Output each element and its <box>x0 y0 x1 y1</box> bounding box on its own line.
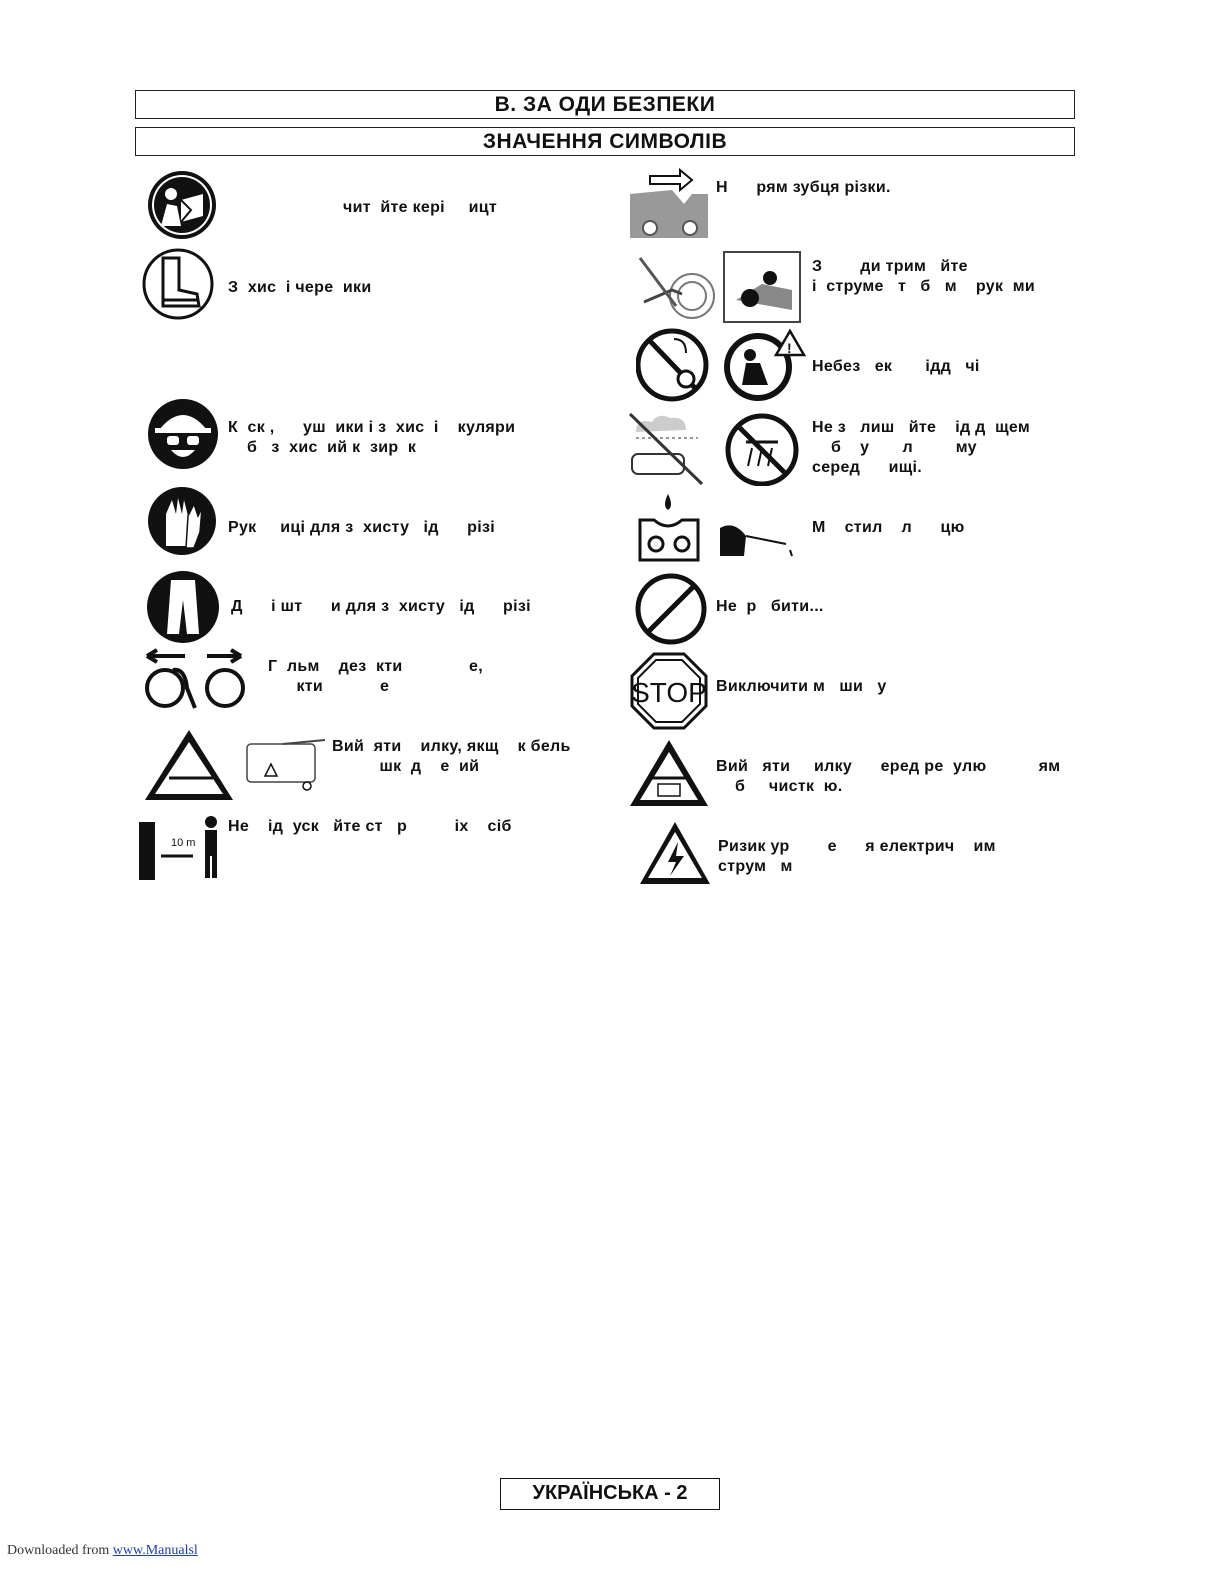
page-footer-label: УКРАЇНСЬКА - 2 <box>532 1482 688 1504</box>
stop-sign-icon <box>630 652 708 730</box>
symbol-trousers-label: Д і шт и для з хисту ід різі <box>231 598 531 615</box>
symbol-no-rain-label: Не з лиш йте ід д щем б у л му серед ищі. <box>812 419 1031 476</box>
section-title-box <box>135 90 1075 119</box>
symbol-bystanders-label: Не ід уск йте ст р іх сіб <box>228 818 512 835</box>
helmet-earmuffs-goggles-icon <box>147 398 219 470</box>
two-hands-icon <box>632 250 802 324</box>
svg-text:10 m: 10 m <box>171 837 196 849</box>
symbol-chain-direction-label: Н рям зубця різки. <box>716 179 891 196</box>
symbol-gloves-label: Рук иці для з хисту ід різі <box>228 519 496 536</box>
symbol-chain-brake-label: Г льм дез кти е, кти е <box>268 658 483 695</box>
section-title: B. ЗА ОДИ БЕЗПЕКИ <box>494 93 716 116</box>
chain-oil-icon <box>634 492 800 564</box>
symbol-electric-shock-label: Ризик ур е я електрич им струм м <box>718 838 996 875</box>
unplug-before-maintenance-icon <box>628 738 710 808</box>
symbol-kickback-label: Небез ек ідд чі <box>812 358 980 375</box>
prohibited-icon <box>634 572 708 646</box>
download-stamp <box>7 1543 198 1559</box>
symbol-read-manual-label: чит йте кері ицт <box>343 199 498 216</box>
symbol-unplug-label: Вий яти илку, якщ к бель шк д е ий <box>332 738 571 775</box>
symbol-prohibited-label: Не р бити... <box>716 598 824 615</box>
gloves-icon <box>146 486 218 556</box>
section-subtitle: ЗНАЧЕННЯ СИМВОЛІВ <box>482 130 728 153</box>
no-rain-icon <box>628 410 802 486</box>
read-manual-icon <box>147 170 217 240</box>
download-stamp-prefix: Downloaded from <box>7 1543 113 1558</box>
bystanders-distance-icon <box>137 812 225 880</box>
chain-direction-icon <box>628 166 712 242</box>
symbol-two-hands-label: З ди трим йте і струме т б м рук ми <box>812 258 1036 295</box>
download-stamp-link[interactable]: www.Manualsl <box>112 1543 198 1558</box>
svg-text:STOP: STOP <box>631 677 707 708</box>
chain-brake-icon <box>137 648 255 712</box>
page-footer-label-box <box>500 1478 720 1510</box>
unplug-damaged-cable-icon <box>143 726 329 802</box>
symbol-helmet-label: К ск , уш ики і з хис і куляри б з хис ий к зир к <box>228 419 516 456</box>
symbol-chain-oil-label: М стил л цю <box>812 519 965 536</box>
trousers-icon <box>147 570 219 644</box>
symbol-stop-label: Виключити м ши у <box>716 678 887 695</box>
svg-text:!: ! <box>787 340 792 356</box>
protective-boots-icon <box>141 248 215 320</box>
symbol-unplug-maintenance-label: Вий яти илку еред ре улю ям б чистк ю. <box>716 758 1061 795</box>
section-subtitle-box <box>135 127 1075 156</box>
kickback-danger-icon <box>636 327 806 403</box>
symbol-boots-label: З хис і чере ики <box>228 279 372 296</box>
electric-shock-icon <box>638 820 712 886</box>
